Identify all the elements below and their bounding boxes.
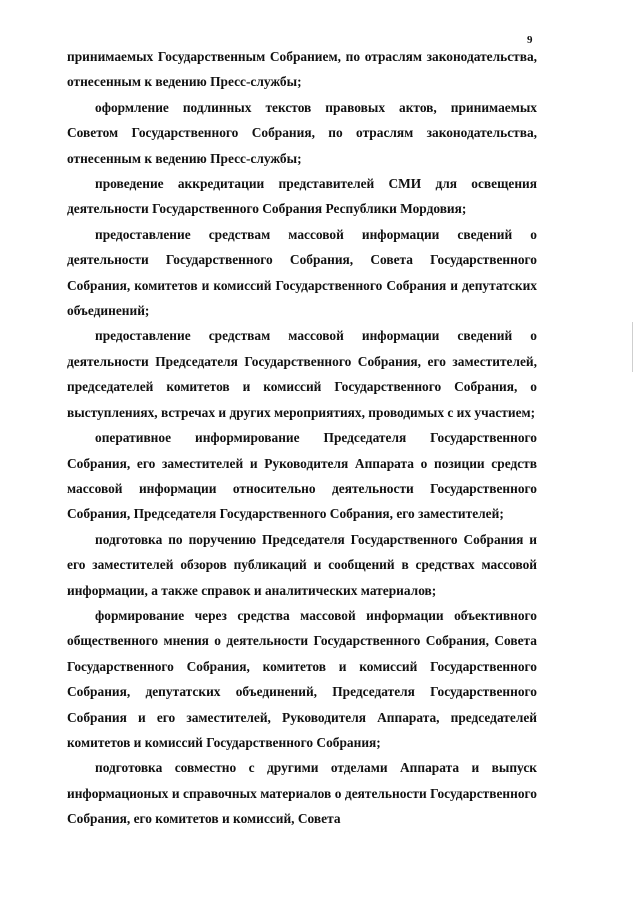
- paragraph-publication-reviews: подготовка по поручению Председателя Государственного Собрания и его заместителей обзоров публикаций и сообщений в средствах массовой информации, а также справок и аналитических материалов;: [67, 531, 537, 598]
- paragraph-info-materials: подготовка совместно с другими отделами Аппарата и выпуск информационых и справочных материалов о деятельности Государственного Собрания, его комитетов и комиссий, Совета: [67, 760, 537, 827]
- page-number: 9: [527, 34, 533, 46]
- scan-edge-mark: [632, 322, 633, 372]
- paragraph-public-opinion: формирование через средства массовой информации объективного общественного мнения о деятельности Государственного Собрания, Совета Государственного Собрания, комитетов и комиссий Государственного Собрания, депутатских объединений, Председателя Государственного Собрания и его заместителей, Руководителя Аппарата, председателей комитетов и комиссий Государственного Собрания;: [67, 607, 537, 750]
- paragraph-media-info-chairman: предоставление средствам массовой информации сведений о деятельности Председателя Государственного Собрания, его заместителей, председателей комитетов и комиссий Государственного Собрания, о выступлениях, встречах и других мероприятиях, проводимых с их участием;: [67, 328, 537, 420]
- paragraph-media-info-assembly: предоставление средствам массовой информации сведений о деятельности Государственного Собрания, Совета Государственного Собрания, комитетов и комиссий Государственного Собрания и депутатских объединений;: [67, 226, 537, 319]
- paragraph-original-texts: оформление подлинных текстов правовых актов, принимаемых Советом Государственного Собрания, по отраслям законодательства, отнесенным к ведению Пресс-службы;: [67, 99, 537, 166]
- paragraph-operational-informing: оперативное информирование Председателя Государственного Собрания, его заместителей и Руководителя Аппарата о позиции средств массовой информации относительно деятельности Государственного Собрания, Председателя Государственного Собрания, его заместителей;: [67, 430, 537, 522]
- paragraph-accreditation: проведение аккредитации представителей СМИ для освещения деятельности Государственного Собрания Республики Мордовия;: [67, 176, 537, 217]
- document-body: [67, 44, 537, 832]
- paragraph-continuation: принимаемых Государственным Собранием, по отраслям законодательства, отнесенным к ведению Пресс-службы;: [67, 49, 537, 90]
